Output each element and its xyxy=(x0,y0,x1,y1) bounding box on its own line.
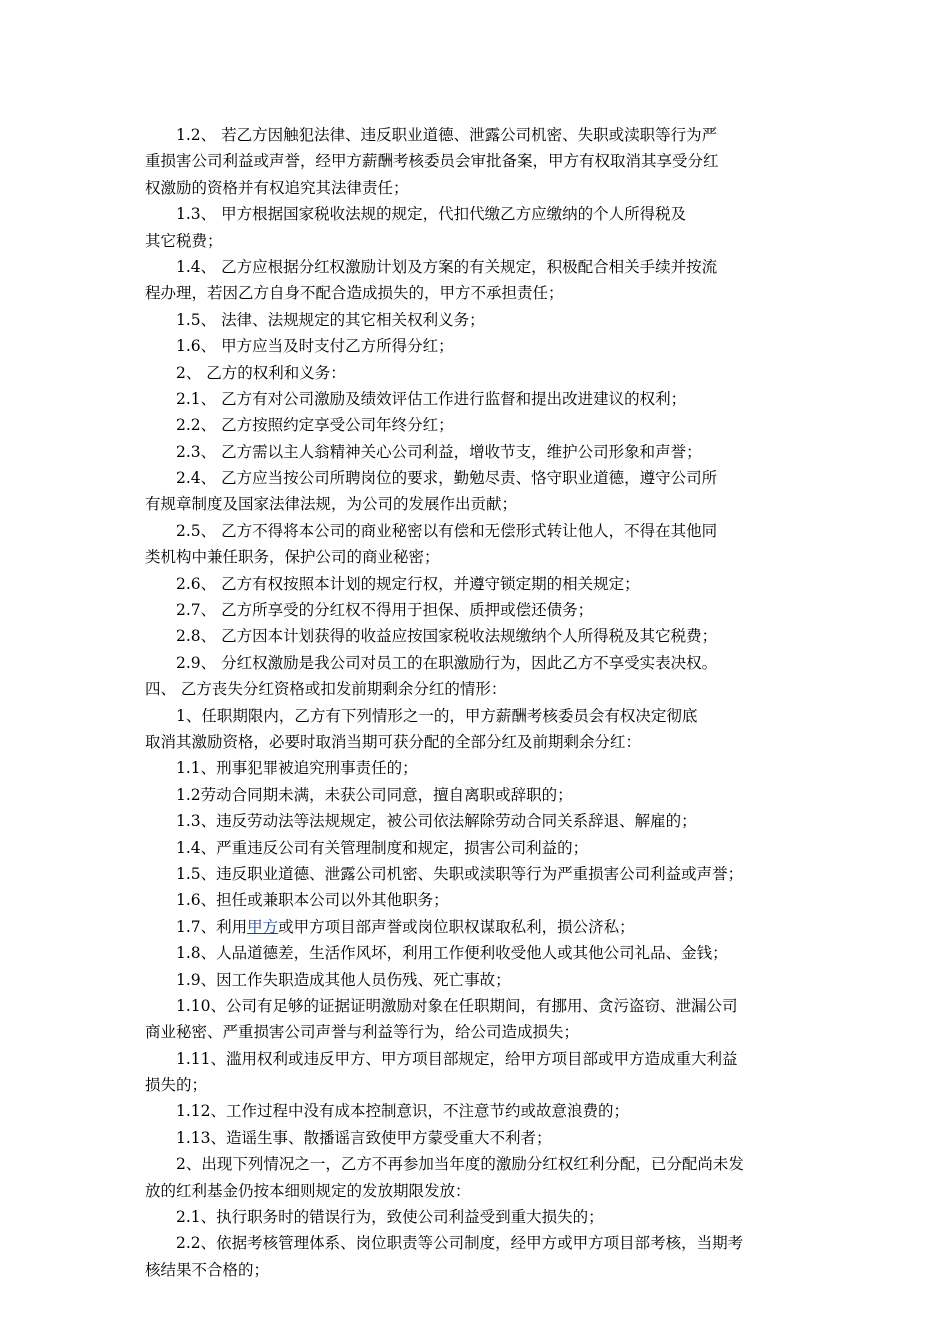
text-line: 2.5、 乙方不得将本公司的商业秘密以有偿和无偿形式转让他人，不得在其他同 xyxy=(176,521,718,540)
text-line: 有规章制度及国家法律法规，为公司的发展作出贡献； xyxy=(145,495,518,514)
line-text-suffix: 或甲方项目部声誉或岗位职权谋取私利，损公济私； xyxy=(278,917,635,936)
text-line: 其它税费； xyxy=(145,231,223,250)
text-line: 1.3、 甲方根据国家税收法规的规定，代扣代缴乙方应缴纳的个人所得税及 xyxy=(176,205,687,224)
text-line: 2.9、 分红权激励是我公司对员工的在职激励行为，因此乙方不享受实表决权。 xyxy=(176,653,718,672)
text-line: 2.4、 乙方应当按公司所聘岗位的要求，勤勉尽责、恪守职业道德，遵守公司所 xyxy=(176,469,718,488)
text-line: 1.5、 法律、法规规定的其它相关权利义务； xyxy=(176,310,485,329)
text-line: 1.6、 甲方应当及时支付乙方所得分红； xyxy=(176,337,454,356)
text-line: 1.10、公司有足够的证据证明激励对象在任职期间，有挪用、贪污盗窃、泄漏公司 xyxy=(176,996,738,1015)
text-line: 1.13、造谣生事、散播谣言致使甲方蒙受重大不利者； xyxy=(176,1128,552,1147)
line-text-prefix: 1.7、利用 xyxy=(176,917,248,936)
text-line: 类机构中兼任职务，保护公司的商业秘密； xyxy=(145,548,440,567)
hyperlink[interactable]: 甲方 xyxy=(247,917,279,936)
document-body xyxy=(145,122,855,1283)
text-line: 2.2、依据考核管理体系、岗位职责等公司制度，经甲方或甲方项目部考核，当期考 xyxy=(176,1234,744,1253)
text-line: 核结果不合格的； xyxy=(145,1260,270,1279)
text-line: 2.2、 乙方按照约定享受公司年终分红； xyxy=(176,416,454,435)
text-line: 1.11、滥用权利或违反甲方、甲方项目部规定，给甲方项目部或甲方造成重大利益 xyxy=(176,1049,738,1068)
text-line: 2.3、 乙方需以主人翁精神关心公司利益，增收节支，维护公司形象和声誉； xyxy=(176,442,702,461)
text-line: 1.2、 若乙方因触犯法律、违反职业道德、泄露公司机密、失职或渎职等行为严 xyxy=(176,126,718,144)
text-line: 程办理，若因乙方自身不配合造成损失的，甲方不承担责任； xyxy=(145,284,564,303)
text-line: 2.6、 乙方有权按照本计划的规定行权，并遵守锁定期的相关规定； xyxy=(176,574,640,593)
text-line: 重损害公司利益或声誉，经甲方薪酬考核委员会审批备案，甲方有权取消其享受分红 xyxy=(145,152,719,171)
text-line: 1、任职期限内，乙方有下列情形之一的，甲方薪酬考核委员会有权决定彻底 xyxy=(176,706,698,725)
text-line: 四、 乙方丧失分红资格或扣发前期剩余分红的情形： xyxy=(145,680,507,699)
text-line: 2.7、 乙方所享受的分红权不得用于担保、质押或偿还债务； xyxy=(176,601,594,620)
text-line: 2.8、 乙方因本计划获得的收益应按国家税收法规缴纳个人所得税及其它税费； xyxy=(176,627,718,646)
text-line: 1.4、严重违反公司有关管理制度和规定，损害公司利益的； xyxy=(176,838,589,857)
text-line: 商业秘密、严重损害公司声誉与利益等行为，给公司造成损失； xyxy=(145,1023,580,1042)
text-line: 1.4、 乙方应根据分红权激励计划及方案的有关规定，积极配合相关手续并按流 xyxy=(176,257,718,276)
text-line: 2.1、 乙方有对公司激励及绩效评估工作进行监督和提出改进建议的权利； xyxy=(176,389,687,408)
text-line: 1.3、违反劳动法等法规规定，被公司依法解除劳动合同关系辞退、解雇的； xyxy=(176,812,697,831)
text-line: 1.2劳动合同期未满，未获公司同意，擅自离职或辞职的； xyxy=(176,785,573,804)
text-line: 权激励的资格并有权追究其法律责任； xyxy=(145,178,409,197)
text-line: 放的红利基金仍按本细则规定的发放期限发放： xyxy=(145,1181,471,1200)
text-line: 2.1、执行职务时的错误行为，致使公司利益受到重大损失的； xyxy=(176,1208,604,1227)
text-line: 2、 乙方的权利和义务： xyxy=(176,363,346,382)
text-line xyxy=(145,914,855,940)
text-line: 损失的； xyxy=(145,1076,208,1095)
text-line: 取消其激励资格，必要时取消当期可获分配的全部分红及前期剩余分红： xyxy=(145,732,642,751)
text-line: 2、出现下列情况之一，乙方不再参加当年度的激励分红权红利分配，已分配尚未发 xyxy=(176,1155,744,1174)
text-line: 1.5、违反职业道德、泄露公司机密、失职或渎职等行为严重损害公司利益或声誉； xyxy=(176,864,744,883)
text-line: 1.12、工作过程中没有成本控制意识，不注意节约或故意浪费的； xyxy=(176,1102,630,1121)
text-line: 1.8、人品道德差，生活作风坏，利用工作便利收受他人或其他公司礼品、金钱； xyxy=(176,944,728,963)
text-line: 1.6、担任或兼职本公司以外其他职务； xyxy=(176,891,449,910)
text-line: 1.9、因工作失职造成其他人员伤残、死亡事故； xyxy=(176,970,511,989)
text-line: 1.1、刑事犯罪被追究刑事责任的； xyxy=(176,759,418,778)
